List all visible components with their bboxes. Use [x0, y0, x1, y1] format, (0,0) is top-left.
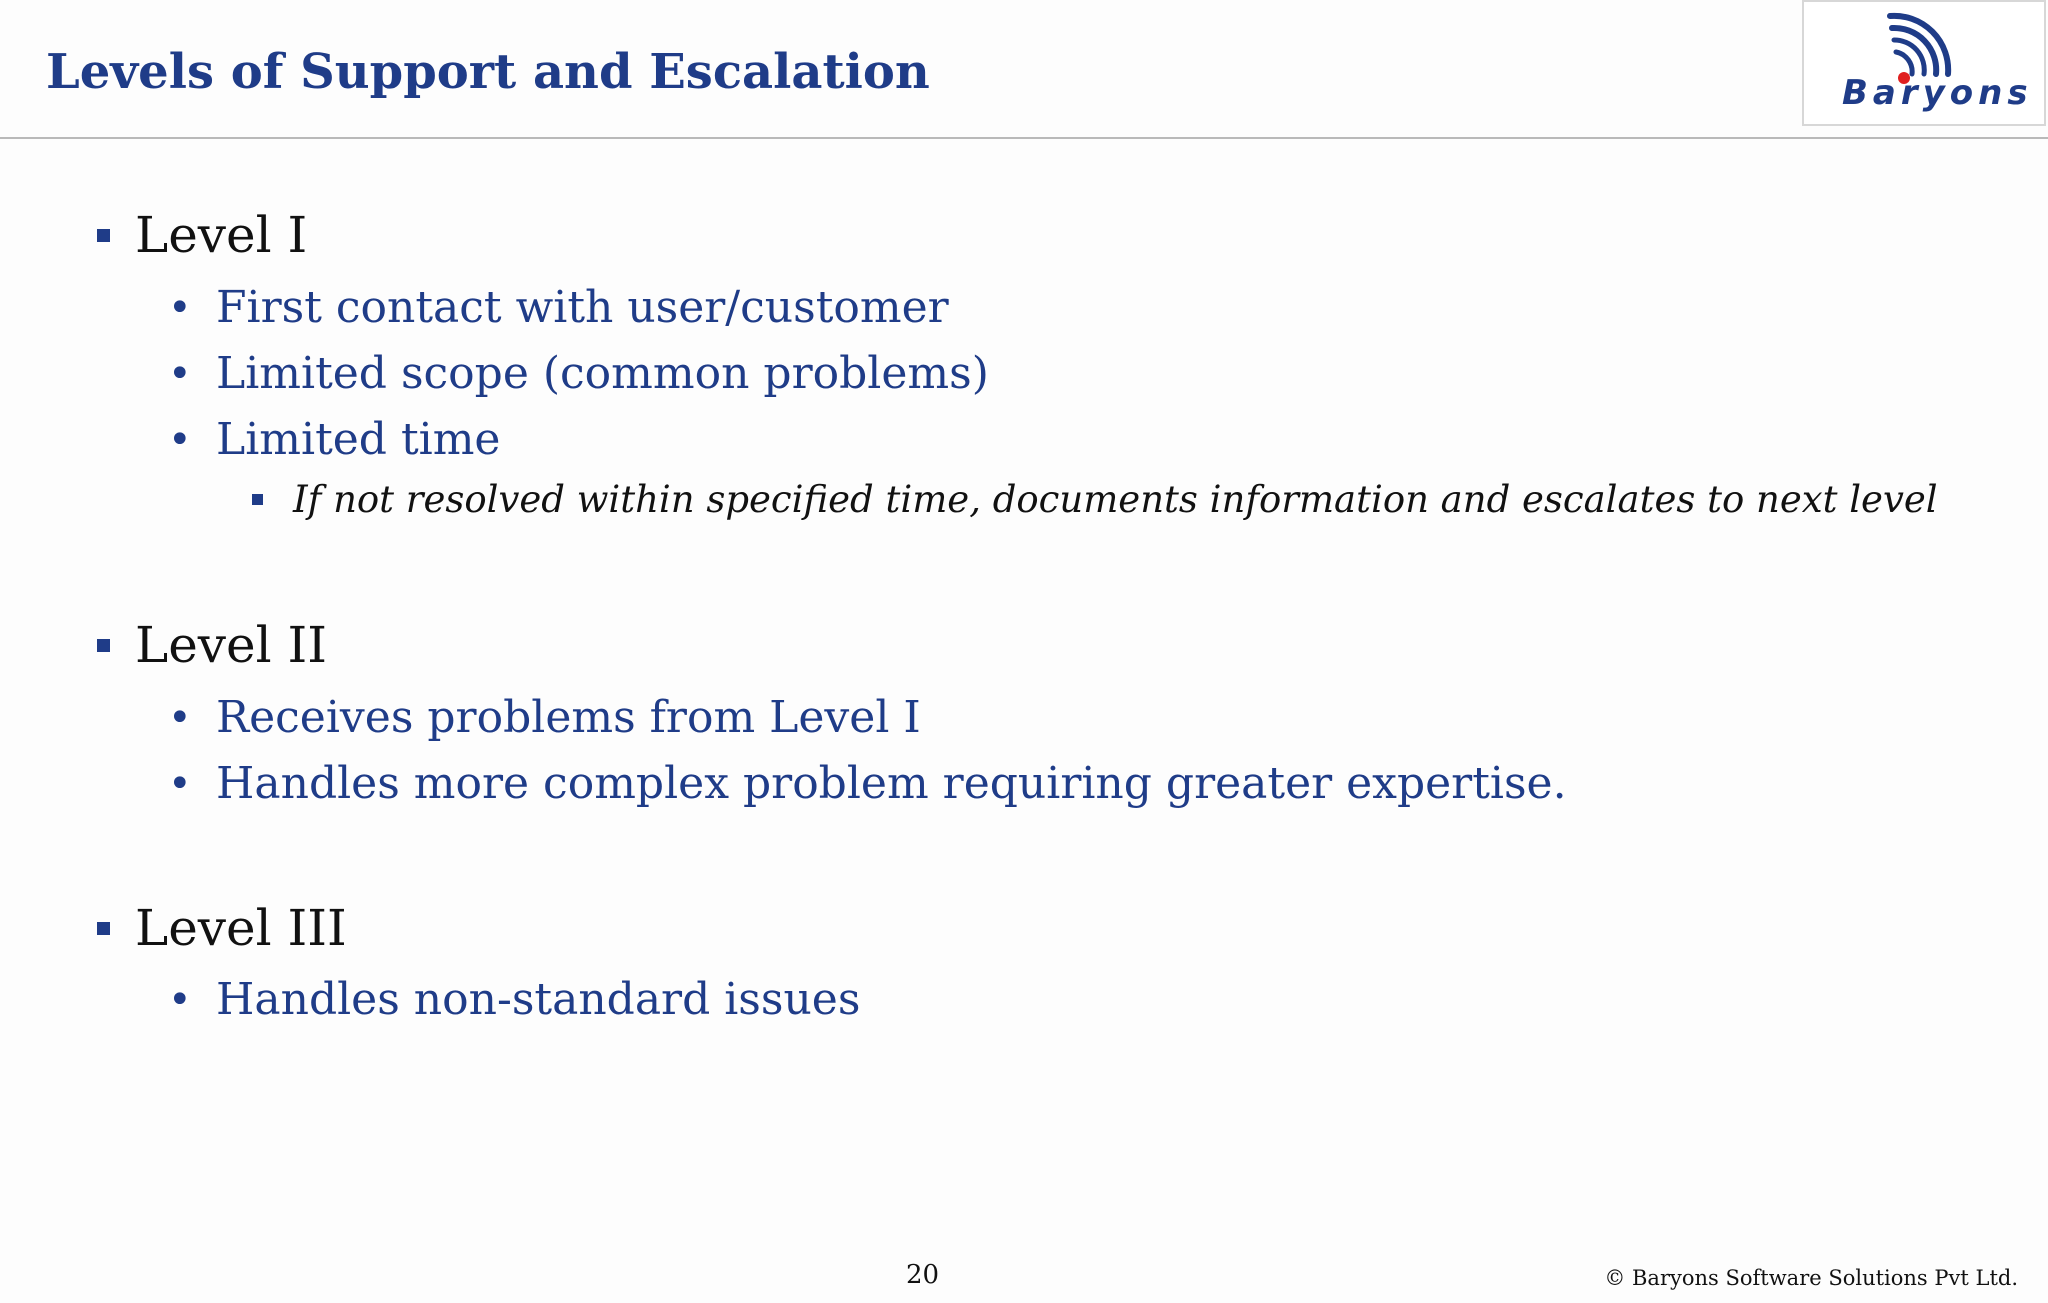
round-bullet-icon: • [168, 760, 192, 807]
round-bullet-icon: • [168, 694, 192, 741]
square-bullet-icon [252, 494, 263, 505]
list-item [168, 348, 989, 399]
level-heading-text: Level III [135, 899, 347, 957]
square-bullet-icon [97, 229, 110, 242]
list-item [168, 692, 921, 743]
round-bullet-icon: • [168, 284, 192, 331]
round-bullet-icon: • [168, 350, 192, 397]
square-bullet-icon [97, 639, 110, 652]
copyright-notice: © Baryons Software Solutions Pvt Ltd. [1604, 1266, 2018, 1290]
list-item-text: First contact with user/customer [216, 282, 949, 333]
sub-list-item [252, 478, 1938, 521]
company-logo [1802, 0, 2046, 126]
title-divider [0, 137, 2048, 139]
sub-list-item-text: If not resolved within specified time, documents information and escalates to next level [293, 478, 1938, 521]
level-heading-text: Level I [135, 206, 308, 264]
list-item [168, 414, 500, 465]
page-number: 20 [906, 1260, 940, 1290]
list-item [168, 282, 949, 333]
list-item-text: Receives problems from Level I [216, 692, 921, 743]
list-item-text: Limited scope (common problems) [216, 348, 989, 399]
round-bullet-icon: • [168, 416, 192, 463]
level-heading-2 [97, 616, 327, 674]
list-item-text: Handles non-standard issues [216, 974, 861, 1025]
round-bullet-icon: • [168, 976, 192, 1023]
logo-text: Baryons [1842, 73, 2033, 113]
level-heading-3 [97, 899, 347, 957]
list-item [168, 758, 1567, 809]
square-bullet-icon [97, 922, 110, 935]
level-heading-text: Level II [135, 616, 328, 674]
list-item [168, 974, 860, 1025]
level-heading-1 [97, 206, 307, 264]
list-item-text: Handles more complex problem requiring greater expertise. [216, 758, 1567, 809]
list-item-text: Limited time [216, 414, 501, 465]
slide-title: Levels of Support and Escalation [46, 44, 930, 100]
